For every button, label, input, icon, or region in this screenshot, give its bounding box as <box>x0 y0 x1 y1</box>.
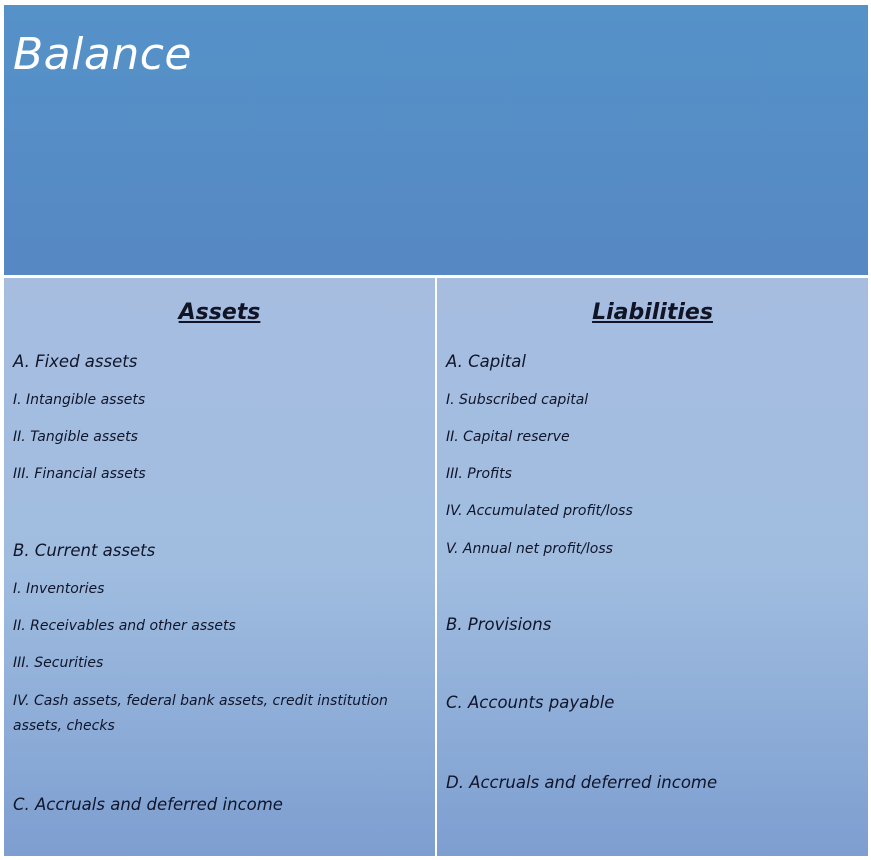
assets-item-fixed-assets: A. Fixed assets <box>13 352 138 371</box>
liabilities-item-subscribed-capital: I. Subscribed capital <box>446 392 589 408</box>
liabilities-heading: Liabilities <box>592 300 713 325</box>
page-title: Balance <box>13 29 192 80</box>
assets-item-financial-assets: III. Financial assets <box>13 466 146 482</box>
liabilities-item-profits: III. Profits <box>446 466 512 482</box>
assets-column <box>4 278 435 856</box>
assets-item-cash-assets: IV. Cash assets, federal bank assets, credit institution assets, checks <box>13 693 388 734</box>
balance-header <box>4 5 868 275</box>
liabilities-item-capital-reserve: II. Capital reserve <box>446 429 570 445</box>
liabilities-item-capital: A. Capital <box>446 352 526 371</box>
assets-item-accruals: C. Accruals and deferred income <box>13 795 283 814</box>
assets-item-tangible-assets: II. Tangible assets <box>13 429 138 445</box>
assets-item-receivables: II. Receivables and other assets <box>13 618 236 634</box>
assets-heading: Assets <box>178 300 261 325</box>
liabilities-item-accounts-payable: C. Accounts payable <box>446 693 615 712</box>
liabilities-item-accumulated-profit-loss: IV. Accumulated profit/loss <box>446 503 633 519</box>
liabilities-column <box>437 278 868 856</box>
liabilities-item-provisions: B. Provisions <box>446 615 552 634</box>
liabilities-item-accruals: D. Accruals and deferred income <box>446 773 718 792</box>
assets-item-inventories: I. Inventories <box>13 581 105 597</box>
assets-item-current-assets: B. Current assets <box>13 541 156 560</box>
assets-item-intangible-assets: I. Intangible assets <box>13 392 146 408</box>
liabilities-item-annual-net-profit-loss: V. Annual net profit/loss <box>446 541 613 557</box>
assets-item-securities: III. Securities <box>13 655 104 671</box>
